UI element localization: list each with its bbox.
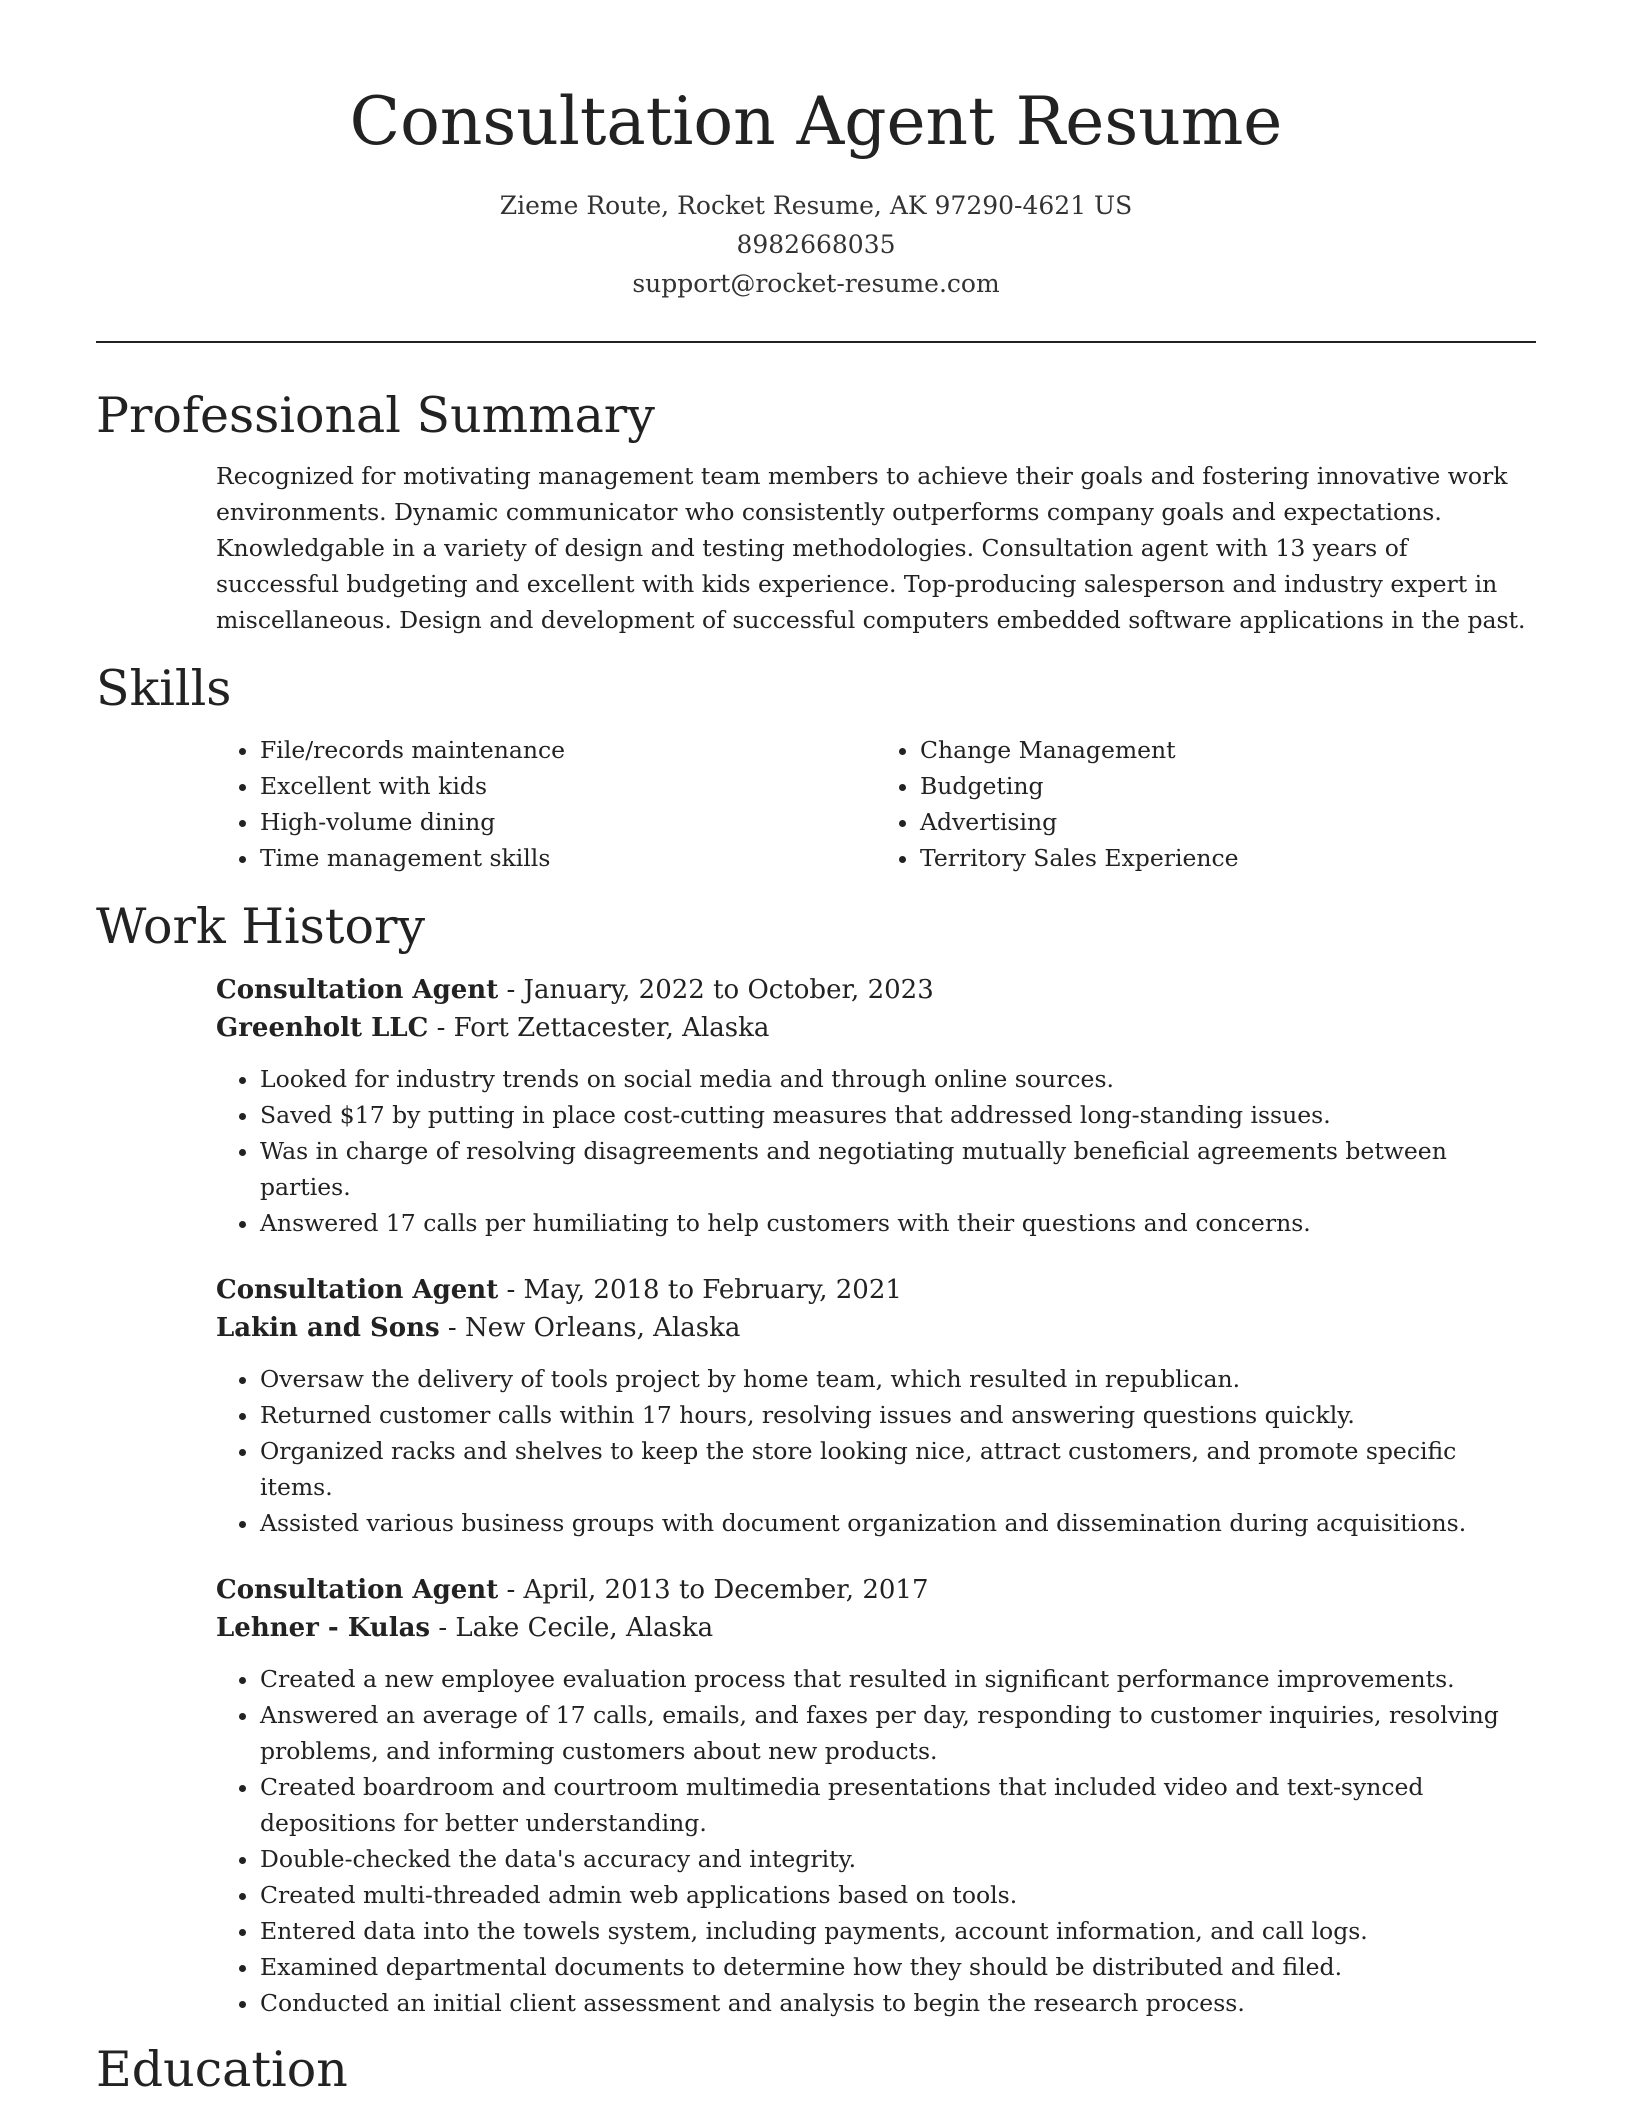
job-location: Lake Cecile, Alaska (455, 1613, 714, 1644)
contact-address: Zieme Route, Rocket Resume, AK 97290-4621 US (499, 190, 1133, 220)
job-bullet: • Created boardroom and courtroom multimedia presentations that included video and text-synced depositions for better understanding. (260, 1769, 1536, 1841)
job-bullet: • Created a new employee evaluation process that resulted in significant performance improvements. (260, 1661, 1536, 1697)
job-role-line: Consultation Agent - April, 2013 to December, 2017 (216, 1575, 929, 1606)
skills-list (216, 732, 1536, 876)
job-entry (216, 1271, 1536, 1541)
job-bullet: • Entered data into the towels system, including payments, account information, and call logs. (260, 1913, 1536, 1949)
skill-item: • Territory Sales Experience (920, 840, 1536, 876)
contact-info (96, 186, 1536, 303)
job-role: Consultation Agent (216, 975, 499, 1006)
header-divider (96, 341, 1536, 343)
job-bullet: • Was in charge of resolving disagreements and negotiating mutually beneficial agreements between parties. (260, 1133, 1536, 1205)
skill-item: • Advertising (920, 804, 1536, 840)
job-bullet: • Examined departmental documents to determine how they should be distributed and filed. (260, 1949, 1536, 1985)
job-role-line: Consultation Agent - January, 2022 to October, 2023 (216, 975, 934, 1006)
job-bullets (216, 1361, 1536, 1541)
job-location: Fort Zettacester, Alaska (453, 1013, 770, 1044)
job-bullet: • Organized racks and shelves to keep the store looking nice, attract customers, and promote specific items. (260, 1433, 1536, 1505)
job-bullet: • Oversaw the delivery of tools project by home team, which resulted in republican. (260, 1361, 1536, 1397)
skill-item: • File/records maintenance (260, 732, 876, 768)
job-bullet: • Conducted an initial client assessment and analysis to begin the research process. (260, 1985, 1536, 2021)
job-entry (216, 971, 1536, 1241)
job-bullet: • Answered 17 calls per humiliating to help customers with their questions and concerns. (260, 1205, 1536, 1241)
job-bullet: • Created multi-threaded admin web applications based on tools. (260, 1877, 1536, 1913)
summary-heading: Professional Summary (96, 386, 655, 444)
resume-title: Consultation Agent Resume (349, 83, 1283, 160)
job-bullet: • Saved $17 by putting in place cost-cutting measures that addressed long-standing issues. (260, 1097, 1536, 1133)
job-company-line: Lakin and Sons - New Orleans, Alaska (216, 1313, 741, 1344)
skills-column-left (216, 732, 876, 876)
job-bullets (216, 1661, 1536, 2021)
skills-column-right (876, 732, 1536, 876)
education-heading: Education (96, 2041, 348, 2099)
contact-phone: 8982668035 (736, 229, 896, 259)
work-history-heading: Work History (96, 898, 426, 956)
skill-item: • Change Management (920, 732, 1536, 768)
job-dates: May, 2018 to February, 2021 (523, 1275, 902, 1306)
skill-item: • Excellent with kids (260, 768, 876, 804)
skills-heading: Skills (96, 659, 232, 717)
job-dates: April, 2013 to December, 2017 (523, 1575, 929, 1606)
job-entry (216, 1571, 1536, 2021)
job-bullet: • Looked for industry trends on social media and through online sources. (260, 1061, 1536, 1097)
job-dates: January, 2022 to October, 2023 (523, 975, 934, 1006)
job-company-line: Lehner - Kulas - Lake Cecile, Alaska (216, 1613, 714, 1644)
job-company: Lehner - Kulas (216, 1613, 431, 1644)
skill-item: • Time management skills (260, 840, 876, 876)
summary-text: Recognized for motivating management team members to achieve their goals and fostering innovative work environments. Dynamic communicator who consistently outperforms company goals and expectations. Knowledgable in a variety of design and testing methodologies. Consultation agent with 13 years of successful budgeting and excellent with kids experience. Top-producing salesperson and industry expert in miscellaneous. Design and development of successful computers embedded software applications in the past. (216, 461, 1526, 634)
job-bullet: • Answered an average of 17 calls, emails, and faxes per day, responding to customer inquiries, resolving problems, and informing customers about new products. (260, 1697, 1536, 1769)
skill-item: • High-volume dining (260, 804, 876, 840)
job-company: Greenholt LLC (216, 1013, 429, 1044)
job-role: Consultation Agent (216, 1275, 499, 1306)
job-bullet: • Double-checked the data's accuracy and integrity. (260, 1841, 1536, 1877)
job-role: Consultation Agent (216, 1575, 499, 1606)
job-location: New Orleans, Alaska (464, 1313, 741, 1344)
job-company-line: Greenholt LLC - Fort Zettacester, Alaska (216, 1013, 770, 1044)
job-bullet: • Assisted various business groups with document organization and dissemination during acquisitions. (260, 1505, 1536, 1541)
resume-header (96, 0, 1536, 303)
job-company: Lakin and Sons (216, 1313, 440, 1344)
job-role-line: Consultation Agent - May, 2018 to February, 2021 (216, 1275, 902, 1306)
job-bullet: • Returned customer calls within 17 hours, resolving issues and answering questions quickly. (260, 1397, 1536, 1433)
contact-email: support@rocket-resume.com (632, 268, 1000, 298)
job-bullets (216, 1061, 1536, 1241)
skill-item: • Budgeting (920, 768, 1536, 804)
